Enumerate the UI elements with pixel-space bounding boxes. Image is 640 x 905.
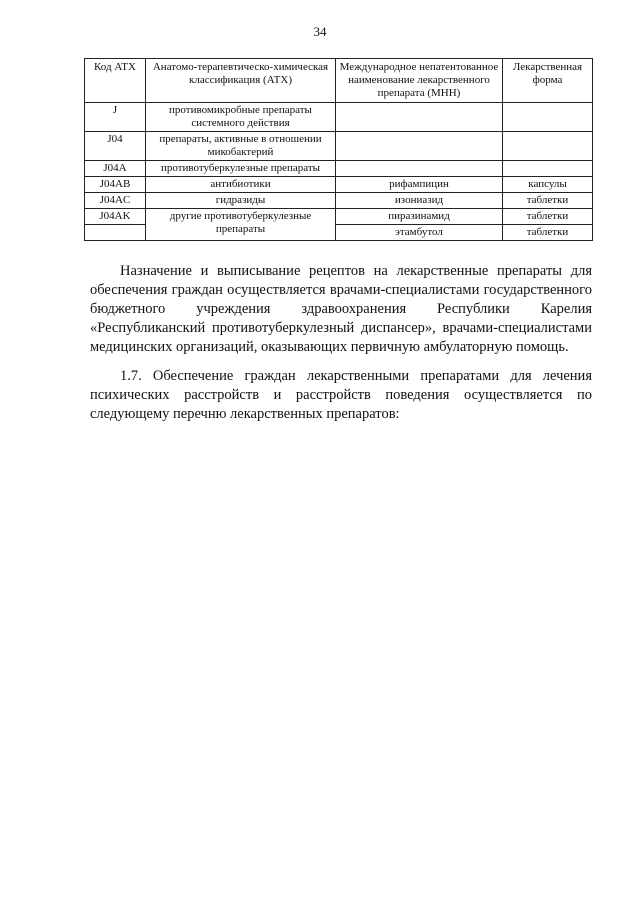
paragraph-text: Назначение и выписывание рецептов на лекарственные препараты для обеспечения граждан осуществляется врачами-специалистами государственного бюджетного учреждения здравоохранения Республики Карелия «Республиканский противотуберкулезный диспансер», врачами-специалистами медицинских организаций, оказывающих первичную амбулаторную помощь.	[90, 263, 592, 355]
paragraph-prescription	[90, 262, 592, 357]
cell-code: J04AB	[85, 177, 146, 193]
cell-code: J04AK	[85, 209, 146, 225]
cell-inn: изониазид	[336, 193, 503, 209]
cell-code: J	[85, 103, 146, 132]
cell-inn: этамбутол	[336, 225, 503, 241]
atx-table	[84, 58, 593, 241]
table-row	[85, 209, 593, 225]
cell-class: препараты, активные в отношении микобактерий	[146, 132, 336, 161]
cell-code: J04A	[85, 161, 146, 177]
header-form: Лекарственная форма	[503, 59, 593, 103]
cell-code	[85, 225, 146, 241]
cell-form: капсулы	[503, 177, 593, 193]
cell-code: J04AC	[85, 193, 146, 209]
header-classification: Анатомо-терапевтическо-химическая классификация (АТХ)	[146, 59, 336, 103]
cell-form: таблетки	[503, 209, 593, 225]
cell-form: таблетки	[503, 225, 593, 241]
table-header-row	[85, 59, 593, 103]
cell-inn	[336, 161, 503, 177]
table-row	[85, 193, 593, 209]
cell-form	[503, 161, 593, 177]
cell-form	[503, 103, 593, 132]
table-row	[85, 177, 593, 193]
paragraph-section-1-7	[90, 367, 592, 424]
table-row	[85, 132, 593, 161]
cell-class: другие противотуберкулезные препараты	[146, 209, 336, 241]
header-inn: Международное непатентованное наименование лекарственного препарата (МНН)	[336, 59, 503, 103]
cell-class: гидразиды	[146, 193, 336, 209]
page-number: 34	[313, 24, 327, 39]
cell-code: J04	[85, 132, 146, 161]
table-row	[85, 103, 593, 132]
cell-inn	[336, 132, 503, 161]
cell-form: таблетки	[503, 193, 593, 209]
cell-form	[503, 132, 593, 161]
paragraph-text: 1.7. Обеспечение граждан лекарственными препаратами для лечения психических расстройств и расстройств поведения осуществляется по следующему перечню лекарственных препаратов:	[90, 368, 592, 422]
table-row	[85, 161, 593, 177]
cell-class: противомикробные препараты системного действия	[146, 103, 336, 132]
cell-inn	[336, 103, 503, 132]
cell-inn: рифампицин	[336, 177, 503, 193]
cell-class: антибиотики	[146, 177, 336, 193]
cell-class: противотуберкулезные препараты	[146, 161, 336, 177]
cell-inn: пиразинамид	[336, 209, 503, 225]
header-code: Код АТХ	[85, 59, 146, 103]
